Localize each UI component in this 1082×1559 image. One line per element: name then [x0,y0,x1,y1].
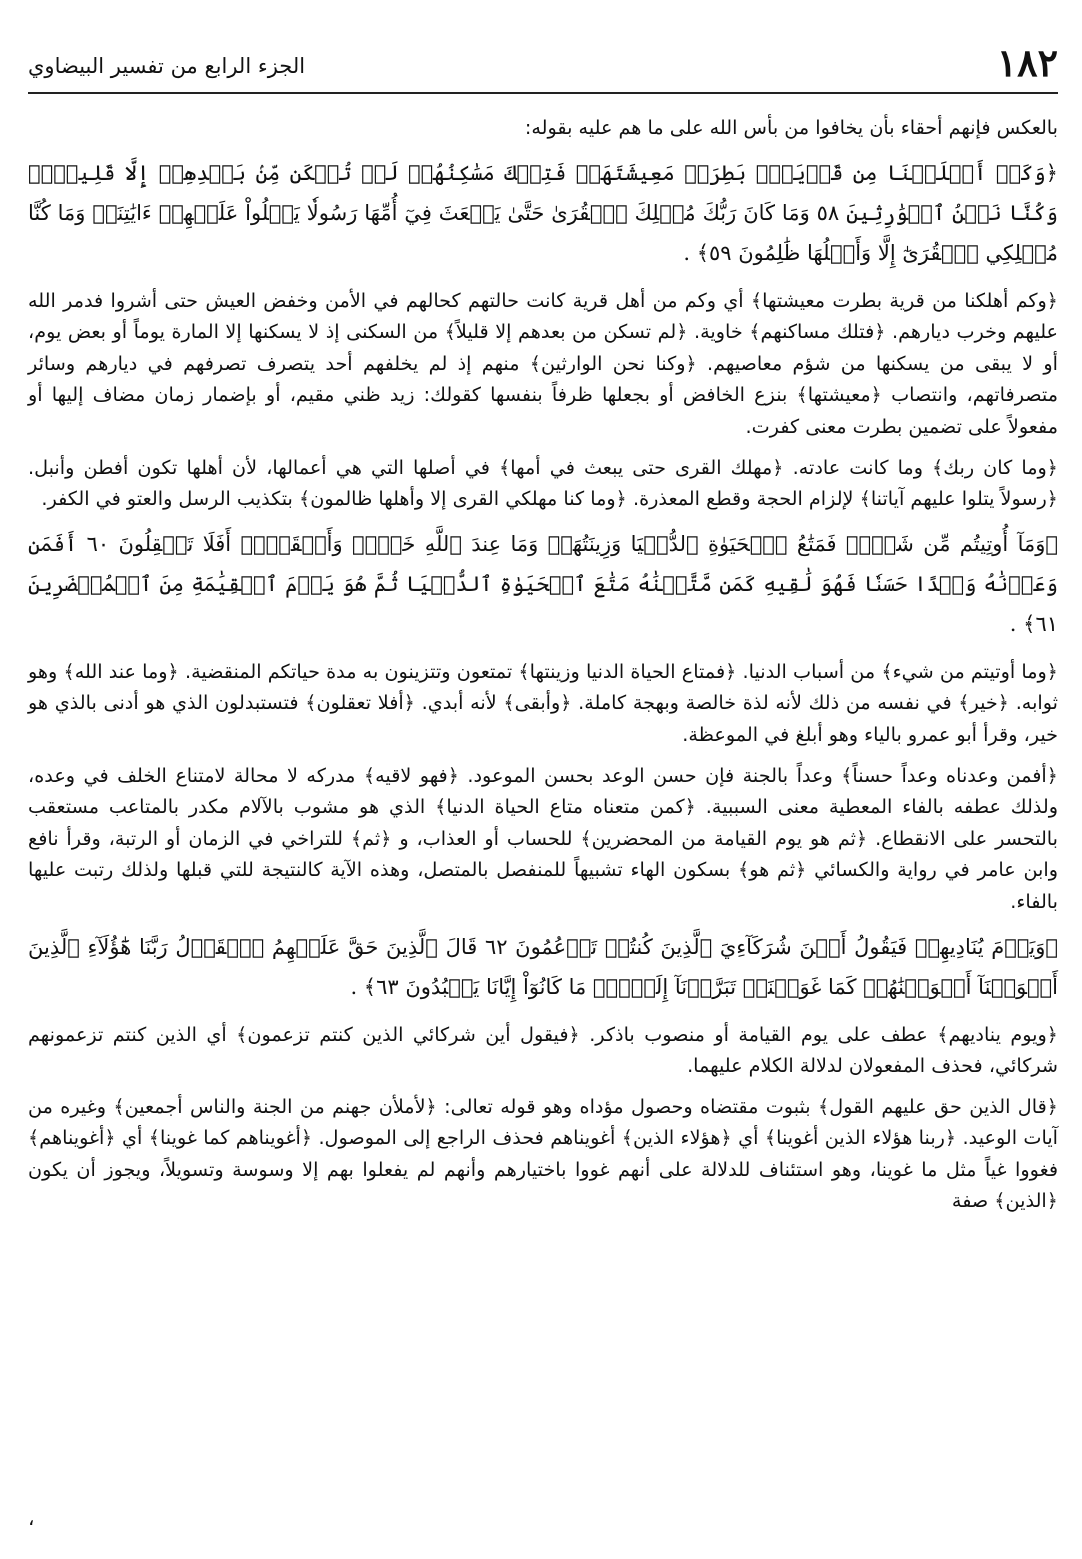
book-page [28,40,1058,1540]
footer-mark: ، [28,1506,35,1530]
page-content [28,112,1058,1226]
commentary-paragraph: ﴿وكم أهلكنا من قرية بطرت معيشتها﴾ أي وكم من أهل قرية كانت حالتهم كحالهم في الأمن وخفض العيش حتى أشروا فدمر الله عليهم وخرب ديارهم. ﴿فتلك مساكنهم﴾ خاوية. ﴿لم تسكن من بعدهم إلا قليلاً﴾ من السكنى إذ لا يسكنها إلا المارة يوماً أو بعض يوم، أو لا يبقى من يسكنها من شؤم معاصيهم. ﴿وكنا نحن الوارثين﴾ منهم إذ لم يخلفهم أحد يتصرف تصرفهم في ديارهم وسائر متصرفاتهم، وانتصاب ﴿معيشتها﴾ بنزع الخافض أو بجعلها ظرفاً بنفسها كقولك: زيد ظني مقيم، أو بإضمار زمان مضاف إليها أو مفعولاً على تضمين بطرت معنى كفرت. [28,288,1058,438]
commentary-paragraph: ﴿وما أوتيتم من شيء﴾ من أسباب الدنيا. ﴿فمتاع الحياة الدنيا وزينتها﴾ تمتعون وتتزينون به مدة حياتكم المنقضية. ﴿وما عند الله﴾ وهو ثوابه. ﴿خير﴾ في نفسه من ذلك لأنه لذة خالصة وبهجة كاملة. ﴿وأبقى﴾ لأنه أبدي. ﴿أفلا تعقلون﴾ فتستبدلون الذي هو أدنى بالذي هو خير، وقرأ أبو عمرو بالياء وهو أبلغ في الموعظة. [28,659,1058,746]
page-number: ١٨٢ [996,40,1058,85]
quran-verse-58-59: ﴿وَكَمۡ أَهۡلَكۡنَا مِن قَرۡيَةِۭ بَطِرَتۡ مَعِيشَتَهَاۖ فَتِلۡكَ مَسَٰكِنُهُمۡ لَمۡ تُسۡكَن مِّنۢ بَعۡدِهِمۡ إِلَّا قَلِيلٗاۖ وَكُنَّا نَحۡنُ ٱلۡوَٰرِثِينَ ٥٨ وَمَا كَانَ رَبُّكَ مُهۡلِكَ ٱلۡقُرَىٰ حَتَّىٰ يَبۡعَثَ فِيٓ أُمِّهَا رَسُولٗا يَتۡلُواْ عَلَيۡهِمۡ ءَايَٰتِنَاۚ وَمَا كُنَّا مُهۡلِكِي ٱلۡقُرَىٰٓ إِلَّا وَأَهۡلُهَا ظَٰلِمُونَ ٥٩﴾ . [28,160,1058,265]
commentary-paragraph: ﴿أفمن وعدناه وعداً حسناً﴾ وعداً بالجنة فإن حسن الوعد بحسن الموعود. ﴿فهو لاقيه﴾ مدركه لا محالة لامتناع الخلف في وعده، ولذلك عطفه بالفاء المعطية معنى السببية. ﴿كمن متعناه متاع الحياة الدنيا﴾ الذي هو مشوب بالآلام مكدر بالمتاعب مستعقب بالتحسر على الانقطاع. ﴿ثم هو يوم القيامة من المحضرين﴾ للحساب أو العذاب، و ﴿ثم﴾ للتراخي في الزمان أو الرتبة، وقرأ نافع وابن عامر في رواية والكسائي ﴿ثم هو﴾ بسكون الهاء تشبيهاً للمنفصل بالمتصل، وهذه الآية كالنتيجة للتي قبلها ولذلك رتبت عليها بالفاء. [28,763,1058,913]
commentary-paragraph: ﴿ويوم يناديهم﴾ عطف على يوم القيامة أو منصوب باذكر. ﴿فيقول أين شركائي الذين كنتم تزعمون﴾ أي الذين كنتم تزعمونهم شركائي، فحذف المفعولان لدلالة الكلام عليهما. [28,1022,1058,1078]
quran-verse-62-63: ﴿وَيَوۡمَ يُنَادِيهِمۡ فَيَقُولُ أَيۡنَ شُرَكَآءِيَ ٱلَّذِينَ كُنتُمۡ تَزۡعُمُونَ ٦٢ قَالَ ٱلَّذِينَ حَقَّ عَلَيۡهِمُ ٱلۡقَوۡلُ رَبَّنَا هَٰٓؤُلَآءِ ٱلَّذِينَ أَغۡوَيۡنَآ أَغۡوَيۡنَٰهُمۡ كَمَا غَوَيۡنَاۖ تَبَرَّأۡنَآ إِلَيۡكَۖ مَا كَانُوٓاْ إِيَّانَا يَعۡبُدُونَ ٦٣﴾ . [28,934,1058,999]
header-divider [28,92,1058,94]
page-header [28,40,1058,90]
commentary-paragraph: ﴿قال الذين حق عليهم القول﴾ بثبوت مقتضاه وحصول مؤداه وهو قوله تعالى: ﴿لأملأن جهنم من الجنة والناس أجمعين﴾ وغيره من آيات الوعيد. ﴿ربنا هؤلاء الذين أغوينا﴾ أي ﴿هؤلاء الذين﴾ أغويناهم فحذف الراجع إلى الموصول. ﴿أغويناهم كما غوينا﴾ أي ﴿أغويناهم﴾ فغووا غياً مثل ما غوينا، وهو استئناف للدلالة على أنهم غووا باختيارهم وأنهم لم يفعلوا بهم إلا وسوسة وتسويلاً، ويجوز أن يكون ﴿الذين﴾ صفة [28,1094,1058,1213]
running-head: الجزء الرابع من تفسير البيضاوي [28,54,306,78]
intro-line: بالعكس فإنهم أحقاء بأن يخافوا من بأس الله على ما هم عليه بقوله: [524,116,1058,139]
quran-verse-60-61: ﴿وَمَآ أُوتِيتُم مِّن شَيۡءٖ فَمَتَٰعُ ٱلۡحَيَوٰةِ ٱلدُّنۡيَا وَزِينَتُهَاۚ وَمَا عِندَ ٱللَّهِ خَيۡرٞ وَأَبۡقَىٰٓۚ أَفَلَا تَعۡقِلُونَ ٦٠ أَفَمَن وَعَدۡنَٰهُ وَعۡدًا حَسَنٗا فَهُوَ لَٰقِيهِ كَمَن مَّتَّعۡنَٰهُ مَتَٰعَ ٱلۡحَيَوٰةِ ٱلدُّنۡيَا ثُمَّ هُوَ يَوۡمَ ٱلۡقِيَٰمَةِ مِنَ ٱلۡمُحۡضَرِينَ ٦١﴾ . [28,531,1058,636]
commentary-paragraph: ﴿وما كان ربك﴾ وما كانت عادته. ﴿مهلك القرى حتى يبعث في أمها﴾ في أصلها التي هي أعمالها، لأن أهلها تكون أفطن وأنبل. ﴿رسولاً يتلوا عليهم آياتنا﴾ لإلزام الحجة وقطع المعذرة. ﴿وما كنا مهلكي القرى إلا وأهلها ظالمون﴾ بتكذيب الرسل والعتو في الكفر. [28,455,1058,511]
